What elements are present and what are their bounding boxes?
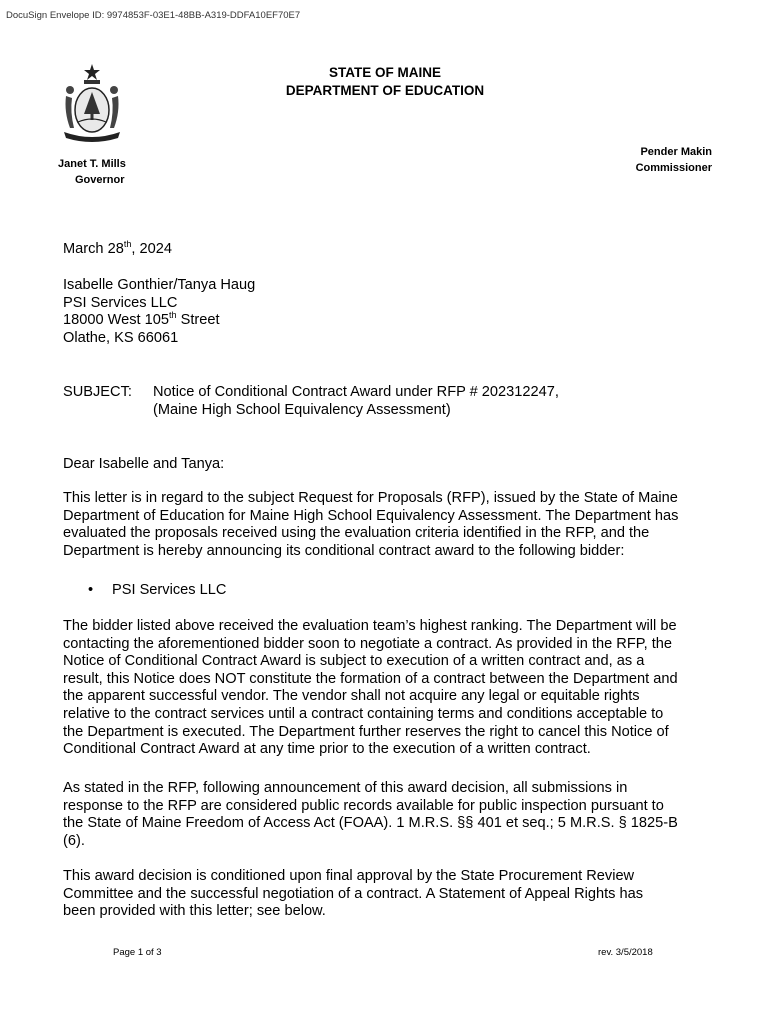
recipient-city: Olathe, KS 66061 <box>63 329 179 346</box>
page-number: Page 1 of 3 <box>113 947 162 958</box>
subject-line <box>63 384 713 419</box>
letterhead-title <box>0 64 770 100</box>
bullet-symbol: • <box>88 582 94 598</box>
recipient-address <box>63 277 713 347</box>
bidder-bullet-item <box>88 582 226 600</box>
bidder-name: PSI Services LLC <box>112 582 227 598</box>
state-name: STATE OF MAINE <box>329 65 441 80</box>
paragraph-2: The bidder listed above received the evaluation team’s highest ranking. The Department will be contacting the aforementioned bidder soon to negotiate a contract. As provided in the RFP, the Notice of Conditional Contract Award is subject to execution of a written contract and, as a result, this Notice does NOT constitute the formation of a contract between the Department and the apparent successful vendor. The vendor shall not acquire any legal or equitable rights relative to the contract services until a contract containing terms and conditions acceptable to the Department is executed. The Department further reserves the right to cancel this Notice of Conditional Contract Award at any time prior to the execution of a written contract. <box>63 618 678 758</box>
recipient-company: PSI Services LLC <box>63 294 178 311</box>
paragraph-1: This letter is in regard to the subject Request for Proposals (RFP), issued by the State of Maine Department of Education for Maine High School Equivalency Assessment. The Department has evaluated the proposals received using the evaluation criteria identified in the RFP, and the Department is hereby announcing its conditional contract award to the following bidder: <box>63 490 679 559</box>
commissioner-title: Commissioner <box>635 162 712 174</box>
paragraph-3: As stated in the RFP, following announcement of this award decision, all submissions in response to the RFP are considered public records available for public inspection pursuant to the State of Maine Freedom of Access Act (FOAA). 1 M.R.S. §§ 401 et seq.; 5 M.R.S. § 1825-B (6). <box>63 780 678 849</box>
subject-label: SUBJECT: <box>63 384 132 400</box>
recipient-street: 18000 West 105th Street <box>63 310 220 329</box>
governor-block <box>58 156 126 188</box>
governor-name: Janet T. Mills <box>58 158 126 170</box>
docusign-envelope-id: DocuSign Envelope ID: 9974853F-03E1-48BB-A319-DDFA10EF70E7 <box>6 10 301 21</box>
governor-title: Governor <box>75 174 125 186</box>
subject-text-1: Notice of Conditional Contract Award under RFP # 202312247, <box>153 384 559 400</box>
revision-date: rev. 3/5/2018 <box>598 947 653 958</box>
recipient-names: Isabelle Gonthier/Tanya Haug <box>63 277 256 293</box>
commissioner-name: Pender Makin <box>640 146 712 158</box>
department-name: DEPARTMENT OF EDUCATION <box>285 83 485 98</box>
letter-date: March 28th, 2024 <box>63 239 172 257</box>
salutation: Dear Isabelle and Tanya: <box>63 456 225 472</box>
commissioner-block <box>636 144 712 176</box>
subject-text-2: (Maine High School Equivalency Assessment) <box>153 401 451 418</box>
paragraph-4: This award decision is conditioned upon final approval by the State Procurement Review Committee and the successful negotiation of a contract. A Statement of Appeal Rights has been provided with this letter; see below. <box>63 868 644 920</box>
